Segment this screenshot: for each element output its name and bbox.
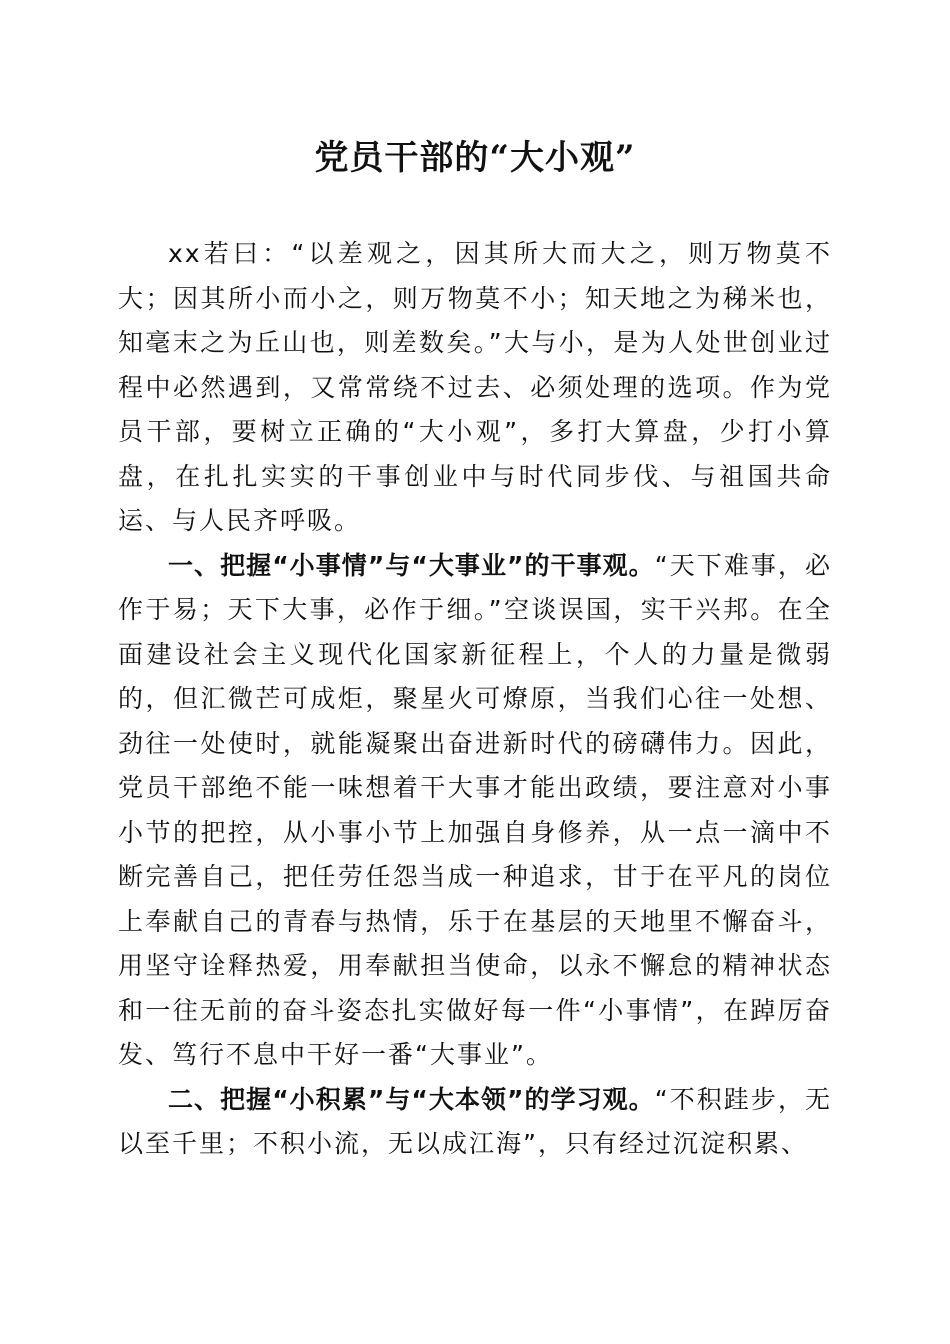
section-paragraph-1 — [118, 544, 832, 1078]
section-heading-1: 一、把握“小事情”与“大事业”的干事观。 — [168, 550, 655, 580]
intro-paragraph: xx若曰：“以差观之，因其所大而大之，则万物莫不大；因其所小而小之，则万物莫不小；知天地之为稊米也，知毫末之为丘山也，则差数矣。”大与小，是为人处世创业过程中必然遇到，又常常绕不过去、必须处理的选项。作为党员干部，要树立正确的“大小观”，多打大算盘，少打小算盘，在扎扎实实的干事创业中与时代同步伐、与祖国共命运、与人民齐呼吸。 — [118, 239, 832, 535]
document-body — [118, 232, 832, 1167]
document-title: 党员干部的“大小观” — [314, 138, 636, 178]
section-paragraph-2 — [118, 1078, 832, 1167]
section-text-1: “天下难事，必作于易；天下大事，必作于细。”空谈误国，实干兴邦。在全面建设社会主义现代化国家新征程上，个人的力量是微弱的，但汇微芒可成炬，聚星火可燎原，当我们心往一处想、劲往一处使时，就能凝聚出奋进新时代的磅礴伟力。因此，党员干部绝不能一味想着干大事才能出政绩，要注意对小事小节的把控，从小事小节上加强自身修养，从一点一滴中不断完善自己，把任劳任怨当成一种追求，甘于在平凡的岗位上奉献自己的青春与热情，乐于在基层的天地里不懈奋斗，用坚守诠释热爱，用奉献担当使命，以永不懈怠的精神状态和一往无前的奋斗姿态扎实做好每一件“小事情”，在踔厉奋发、笃行不息中干好一番“大事业”。 — [118, 550, 832, 1069]
section-text-2: “不积跬步，无以至千里；不积小流，无以成江海”，只有经过沉淀积累、 — [118, 1084, 832, 1158]
section-heading-2: 二、把握“小积累”与“大本领”的学习观。 — [168, 1084, 655, 1114]
